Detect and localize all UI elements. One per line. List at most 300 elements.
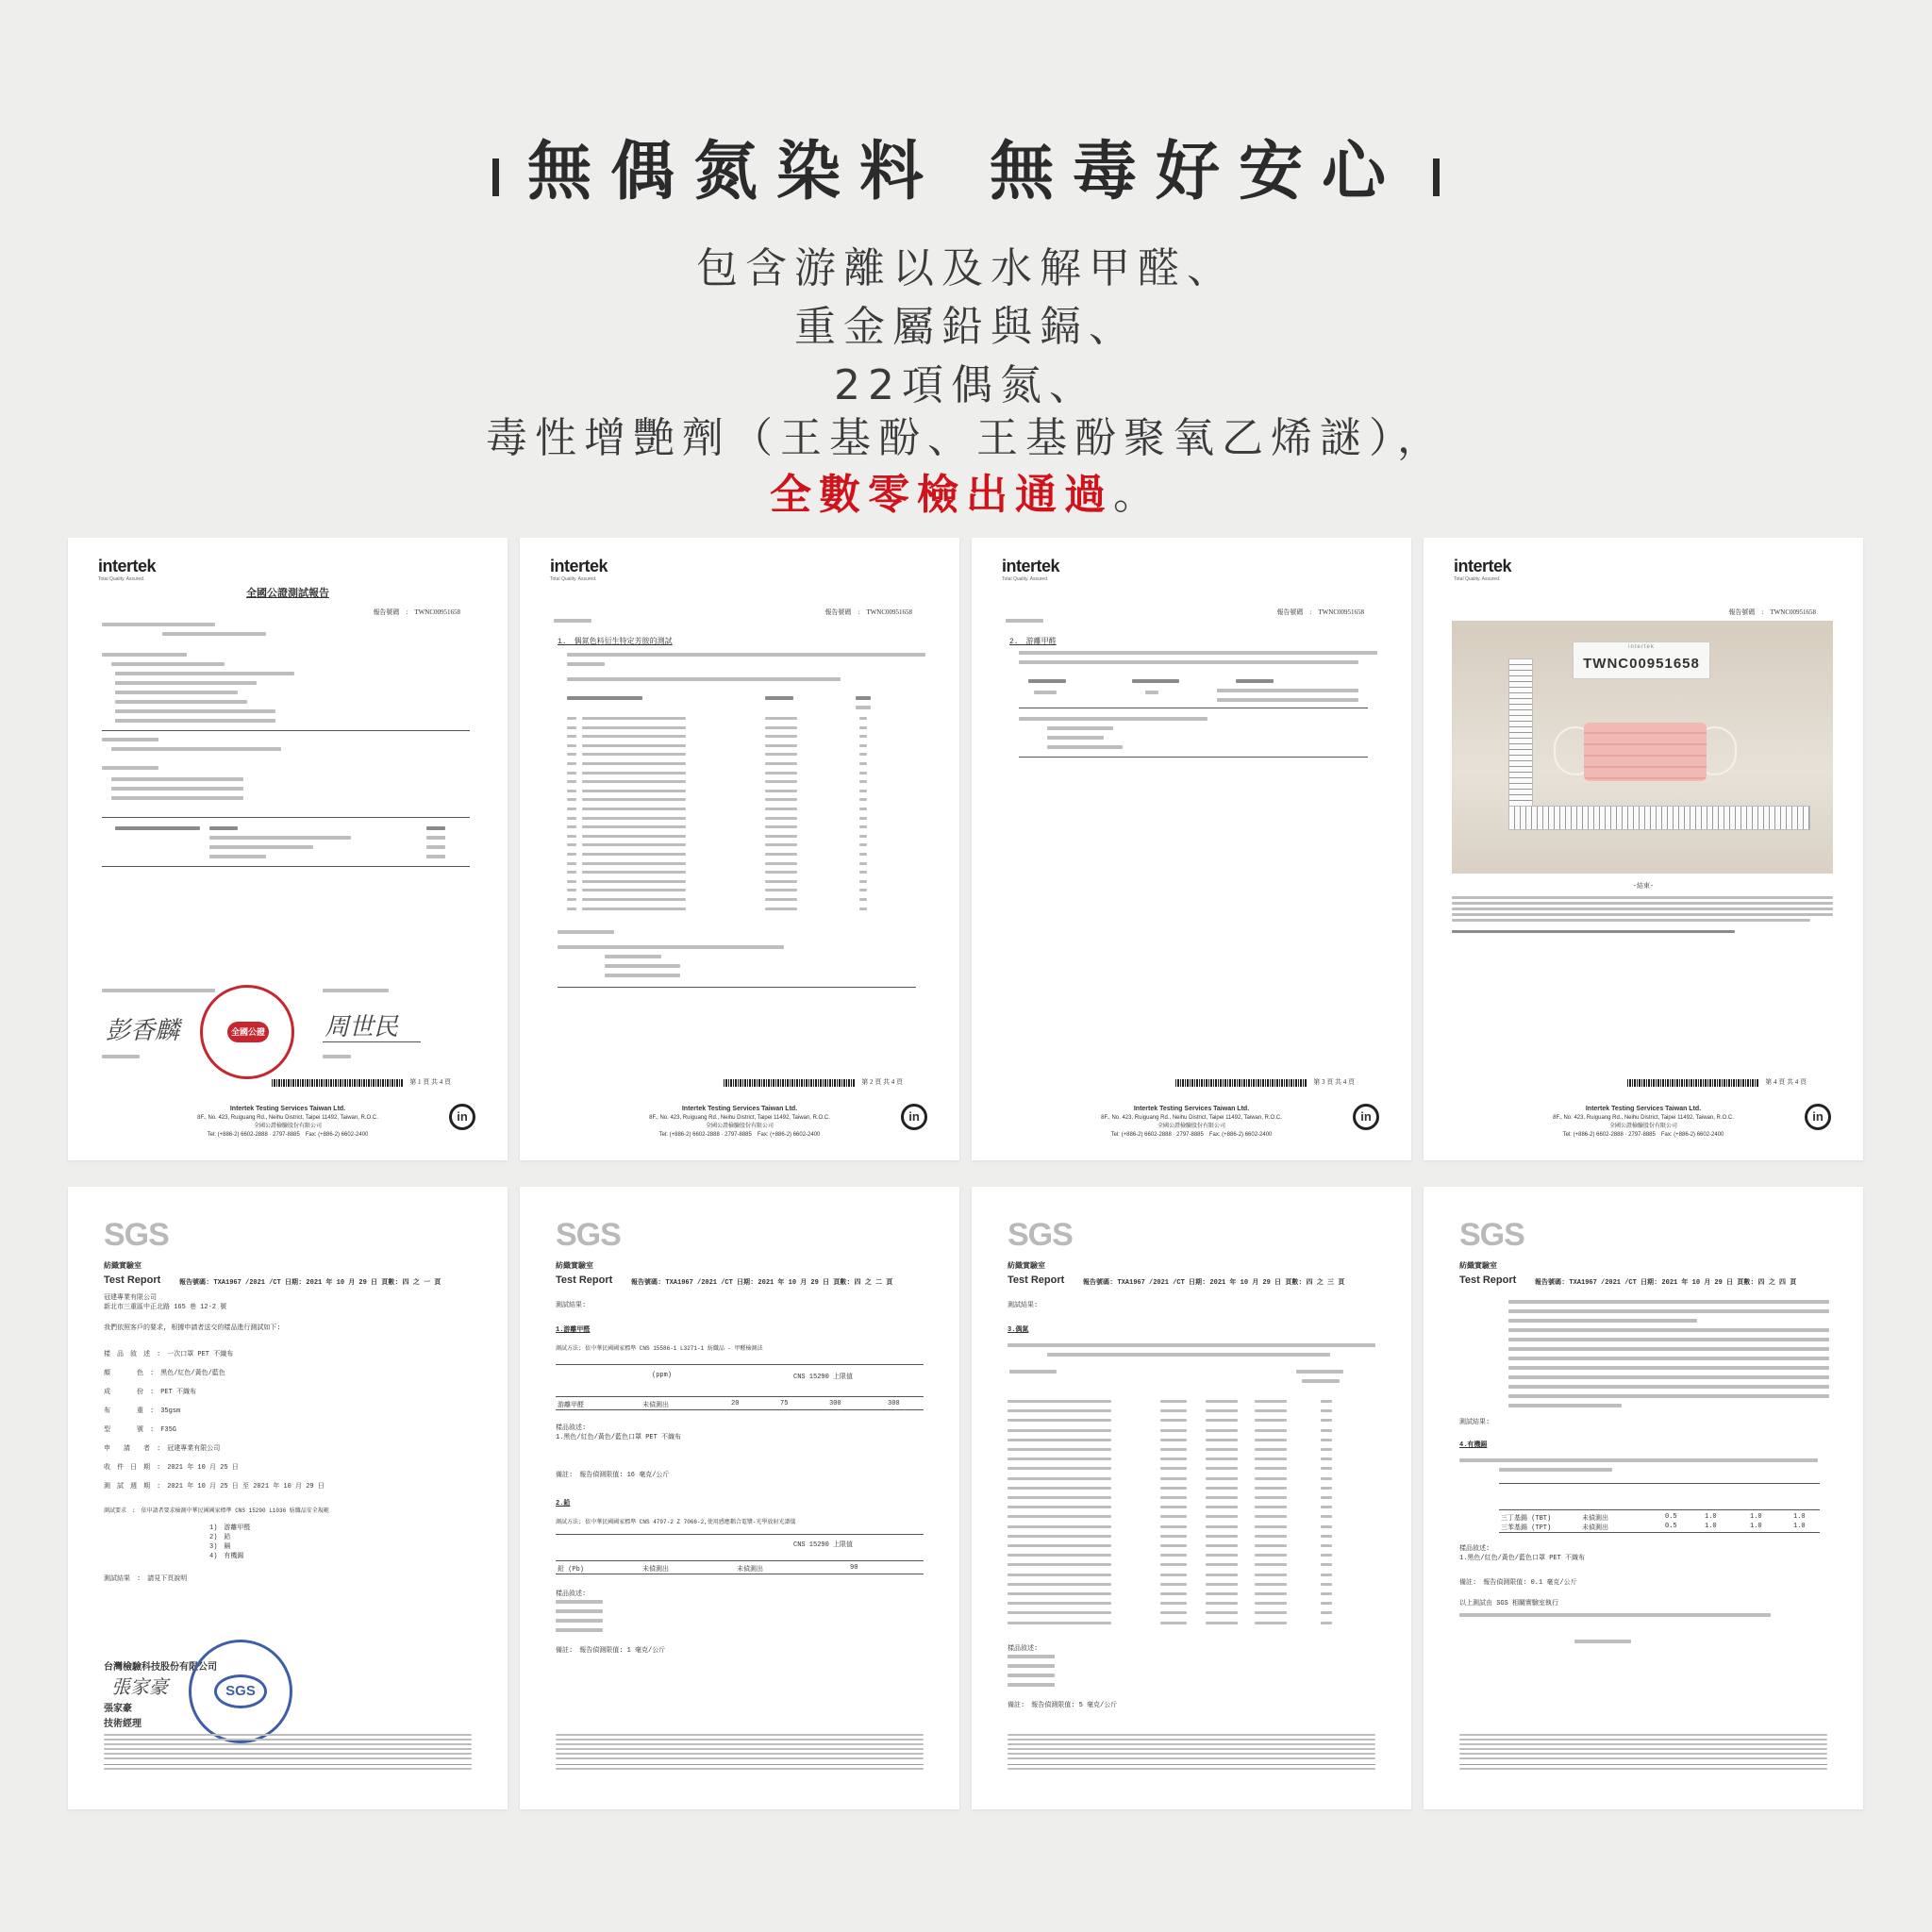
table-row-line: [765, 871, 797, 874]
table-row-line: [582, 908, 686, 910]
table-row-line: [1206, 1477, 1238, 1480]
table-row-line: [859, 908, 867, 910]
section-heading: 2. 游離甲醛: [1009, 638, 1057, 646]
sgs-logo: SGS: [1008, 1217, 1073, 1253]
intertek-page-1: [68, 538, 508, 1160]
table-row-line: [1008, 1554, 1111, 1557]
table-row-line: [567, 780, 576, 783]
table-row-line: [1160, 1544, 1187, 1547]
table-row-line: [567, 817, 576, 820]
table-row-line: [765, 889, 797, 891]
section-azo: 3.偶氮: [1008, 1326, 1029, 1334]
table-row-line: [567, 808, 576, 810]
barcode: [724, 1079, 856, 1087]
intertek-page-2: [520, 538, 959, 1160]
page-number: 第 2 頁 共 4 頁: [861, 1078, 903, 1086]
table-row-line: [1321, 1602, 1332, 1605]
table-row-line: [1255, 1400, 1287, 1403]
table-row-line: [1008, 1544, 1111, 1547]
table-row-line: [1008, 1487, 1111, 1490]
table-row-line: [1008, 1448, 1111, 1451]
table-row-line: [1008, 1622, 1111, 1624]
table-row-line: [582, 835, 686, 838]
section-organotin: 4.有機錫: [1459, 1441, 1488, 1449]
report-number: 報告號碼 : TWNC00951658: [1728, 608, 1816, 616]
page-number: 第 1 頁 共 4 頁: [409, 1078, 451, 1086]
table-row-line: [1321, 1477, 1332, 1480]
table-row-line: [1206, 1467, 1238, 1470]
table-row-line: [1321, 1544, 1332, 1547]
table-row-line: [1255, 1602, 1287, 1605]
req-item: 4) 有機錫: [209, 1553, 244, 1560]
note: 備註: 報告偵測限值: 0.1 毫克/公斤: [1459, 1579, 1577, 1587]
table-row-line: [859, 871, 867, 874]
intro-text: 我們依照客戶的要求, 根據申請者送交的樣品進行測試如下:: [104, 1324, 281, 1332]
page-number: 第 4 頁 共 4 頁: [1765, 1078, 1807, 1086]
test-requirement: 測試要求 : 依申請者要求檢測中華民國國家標準 CNS 15290 L1036 紡織品安全規範: [104, 1507, 329, 1514]
table-row-line: [1255, 1622, 1287, 1624]
table-row-line: [765, 744, 797, 747]
table-row-line: [765, 825, 797, 828]
results-label: 測試結果:: [556, 1302, 587, 1309]
table-row-line: [582, 808, 686, 810]
table-row-line: [1160, 1457, 1187, 1460]
sample-row: 收 件 日 期 : 2021 年 10 月 25 日: [104, 1464, 239, 1472]
table-row-line: [859, 843, 867, 846]
table-row-line: [582, 853, 686, 856]
pink-mask: [1584, 723, 1707, 781]
table-row-line: [1321, 1429, 1332, 1432]
table-row-line: [567, 862, 576, 865]
closing-text: 以上測試由 SGS 相關實驗室執行: [1459, 1600, 1559, 1607]
table-row-line: [567, 871, 576, 874]
table-row-line: [765, 798, 797, 801]
table-row-line: [1206, 1535, 1238, 1538]
table-row-line: [1255, 1477, 1287, 1480]
table-row-line: [1206, 1448, 1238, 1451]
table-row-line: [859, 835, 867, 838]
result-value: 未偵測出: [642, 1566, 669, 1574]
req-item: 2) 鉛: [209, 1534, 231, 1541]
table-row-line: [1255, 1439, 1287, 1441]
table-row-line: [582, 880, 686, 883]
table-row-line: [582, 862, 686, 865]
signature: 張家豪: [111, 1675, 168, 1698]
table-row-line: [1206, 1592, 1238, 1595]
table-row-line: [1160, 1611, 1187, 1614]
analyte: 鉛 (Pb): [558, 1566, 585, 1574]
table-row-line: [1160, 1439, 1187, 1441]
sgs-logo: SGS: [556, 1217, 621, 1253]
table-row-line: [765, 717, 797, 720]
intertek-circle-logo: in: [1353, 1104, 1379, 1130]
table-row-line: [859, 780, 867, 783]
table-row-line: [859, 726, 867, 729]
table-row-line: [765, 898, 797, 901]
sample-photo: [1452, 621, 1833, 874]
table-row-line: [1321, 1439, 1332, 1441]
table-row-line: [765, 772, 797, 774]
table-row-line: [1160, 1592, 1187, 1595]
analyte: 三丁基錫 (TBT): [1501, 1515, 1552, 1523]
table-row-line: [1255, 1544, 1287, 1547]
table-row-line: [1321, 1487, 1332, 1490]
table-row-line: [1008, 1419, 1111, 1422]
table-row-line: [1160, 1622, 1187, 1624]
result-value: 未偵測出: [1582, 1524, 1608, 1532]
table-row-line: [1255, 1467, 1287, 1470]
table-row-line: [1206, 1400, 1238, 1403]
table-row-line: [582, 780, 686, 783]
table-row-line: [1160, 1429, 1187, 1432]
table-row-line: [1160, 1419, 1187, 1422]
table-row-line: [582, 717, 686, 720]
highlight-text: 全數零檢出通過: [770, 471, 1113, 519]
table-row-line: [1255, 1515, 1287, 1518]
table-row-line: [1008, 1477, 1111, 1480]
table-row-line: [1255, 1563, 1287, 1566]
table-row-line: [582, 843, 686, 846]
page-footer: Intertek Testing Services Taiwan Ltd. 8F., No. 423, Ruiguang Rd., Neihu District, Taipei 11492, Taiwan, R.O.C. 全國公證檢驗股份有限公司 Tel: (+886-2) 6602-2888 · 2797-8885 Fax: (+886-2) 6602-2400: [197, 1106, 378, 1138]
table-row-line: [1206, 1574, 1238, 1576]
client-name: 冠建專業有限公司: [104, 1294, 157, 1302]
sample-value: 1.黑色/紅色/黃色/藍色口罩 PET 不織布: [556, 1434, 682, 1441]
subline-1: 包含游離以及水解甲醛、: [696, 244, 1236, 292]
table-row-line: [1160, 1602, 1187, 1605]
table-row-line: [765, 835, 797, 838]
table-row-line: [1321, 1448, 1332, 1451]
note: 備註: 報告偵測限值: 5 毫克/公斤: [1008, 1702, 1118, 1709]
lab-name: 紡織實驗室: [1459, 1261, 1497, 1270]
table-row-line: [859, 862, 867, 865]
table-row-line: [1008, 1409, 1111, 1412]
table-row-line: [765, 808, 797, 810]
table-row-line: [859, 808, 867, 810]
table-row-line: [1206, 1563, 1238, 1566]
table-row-line: [582, 735, 686, 738]
table-row-line: [1255, 1574, 1287, 1576]
table-row-line: [859, 825, 867, 828]
table-row-line: [859, 898, 867, 901]
unit-label: (ppm): [652, 1372, 673, 1379]
sample-row: 申 請 者 : 冠建專業有限公司: [104, 1445, 221, 1453]
analyte: 三苯基錫 (TPT): [1501, 1524, 1552, 1532]
table-row-line: [1206, 1439, 1238, 1441]
subline-3: 22項偶氮、: [834, 361, 1098, 409]
sample-row: 顏 色 : 黑色/紅色/黃色/藍色: [104, 1370, 225, 1377]
table-row-line: [582, 889, 686, 891]
table-row-line: [765, 790, 797, 792]
intertek-logo: intertek Total Quality. Assured.: [98, 557, 157, 582]
table-row-line: [567, 717, 576, 720]
table-row-line: [1321, 1563, 1332, 1566]
signature-left: 彭香麟: [106, 1017, 180, 1045]
sgs-logo: SGS: [104, 1217, 169, 1253]
table-row-line: [567, 753, 576, 756]
intertek-circle-logo: in: [901, 1104, 927, 1130]
sample-row: 型 號 : F35G: [104, 1426, 177, 1434]
table-row-line: [1008, 1429, 1111, 1432]
table-row-line: [1321, 1400, 1332, 1403]
table-row-line: [1160, 1448, 1187, 1451]
sample-row: 成 份 : PET 不織布: [104, 1389, 197, 1396]
table-row-line: [567, 790, 576, 792]
table-row-line: [567, 762, 576, 765]
report-number: 報告號碼 : TWNC00951658: [824, 608, 912, 616]
table-row-line: [1008, 1400, 1111, 1403]
table-row-line: [765, 817, 797, 820]
table-row-line: [567, 772, 576, 774]
end-mark: -結束-: [1632, 883, 1655, 891]
table-row-line: [567, 843, 576, 846]
table-row-line: [1008, 1439, 1111, 1441]
table-row-line: [1255, 1554, 1287, 1557]
table-row-line: [1160, 1496, 1187, 1499]
test-report-label: Test Report: [1459, 1274, 1517, 1286]
headline-bar-left: [492, 158, 499, 196]
ruler-horizontal: [1508, 806, 1810, 830]
table-row-line: [1321, 1535, 1332, 1538]
table-row-line: [1008, 1574, 1111, 1576]
table-row-line: [859, 790, 867, 792]
table-row-line: [765, 780, 797, 783]
page-number: 第 3 頁 共 4 頁: [1313, 1078, 1355, 1086]
headline-bar-right: [1433, 158, 1440, 196]
section-heading: 1. 偶氮色料衍生特定芳胺的測試: [558, 638, 673, 646]
table-row-line: [1321, 1554, 1332, 1557]
table-row-line: [582, 744, 686, 747]
table-row-line: [1255, 1592, 1287, 1595]
sample-label: 樣品敘述:: [1008, 1645, 1039, 1653]
table-row-line: [859, 853, 867, 856]
table-row-line: [1206, 1419, 1238, 1422]
report-number: 報告號碼: TXA1967 /2021 /CT 日期: 2021 年 10 月 29 日 頁數: 四 之 二 頁: [631, 1279, 893, 1287]
table-row-line: [1206, 1429, 1238, 1432]
table-row-line: [1206, 1525, 1238, 1528]
table-row-line: [1160, 1400, 1187, 1403]
method-text: 測試方法: 依中華民國國家標準 CNS 4797-2 Z 7066-2,使用感應耦合電漿-光學放射光譜儀: [556, 1519, 796, 1525]
table-row-line: [567, 798, 576, 801]
table-row-line: [1321, 1457, 1332, 1460]
sgs-seal: SGS: [189, 1640, 292, 1743]
table-row-line: [1206, 1506, 1238, 1508]
sgs-page-4: SGS 紡織實驗室 Test Report 報告號碼: TXA1967 /2021 /CT 日期: 2021 年 10 月 29 日 頁數: 四 之 四 頁 測試結果: 4.有機錫 三丁基錫 (TBT) 未偵測出 三苯基錫 (TPT) 未偵測出 0.5 1.0 1.0 1.0 0.5 1.0 1.0 1.0 樣品敘述: 1.黑色/紅色/黃色/藍色口罩 PET 不織布 備註: 報告偵測限值: 0.1 毫克/公斤 以上測試由 SGS 相關實驗室執行: [1424, 1187, 1863, 1809]
intertek-page-4: [1424, 538, 1863, 1160]
sample-label: 樣品敘述:: [1459, 1545, 1491, 1553]
results-label: 測試結果:: [1459, 1419, 1491, 1426]
table-row-line: [582, 898, 686, 901]
report-number: 報告號碼: TXA1967 /2021 /CT 日期: 2021 年 10 月 29 日 頁數: 四 之 一 頁: [179, 1279, 441, 1287]
table-row-line: [765, 908, 797, 910]
table-row-line: [1206, 1602, 1238, 1605]
table-row-line: [582, 825, 686, 828]
table-row-line: [765, 880, 797, 883]
table-row-line: [859, 798, 867, 801]
analyte: 游離甲醛: [558, 1402, 584, 1409]
report-title: 全國公證測試報告: [246, 588, 329, 599]
table-row-line: [1206, 1496, 1238, 1499]
results-label: 測試結果:: [1008, 1302, 1039, 1309]
table-row-line: [582, 817, 686, 820]
intertek-logo: intertek Total Quality. Assured.: [1454, 557, 1512, 582]
table-row-line: [1255, 1583, 1287, 1586]
table-row-line: [1160, 1583, 1187, 1586]
table-row-line: [567, 908, 576, 910]
req-item: 3) 鎘: [209, 1543, 231, 1551]
test-result: 測試結果 : 請見下頁說明: [104, 1575, 188, 1583]
table-row-line: [567, 825, 576, 828]
table-row-line: [1008, 1496, 1111, 1499]
section-lead: 2.鉛: [556, 1500, 571, 1507]
table-row-line: [567, 853, 576, 856]
table-row-line: [1008, 1592, 1111, 1595]
table-row-line: [1160, 1477, 1187, 1480]
sample-label: 樣品敘述:: [556, 1591, 587, 1598]
sgs-logo: SGS: [1459, 1217, 1524, 1253]
table-row-line: [1255, 1448, 1287, 1451]
table-row-line: [1321, 1409, 1332, 1412]
table-row-line: [1255, 1457, 1287, 1460]
table-row-line: [1206, 1611, 1238, 1614]
table-row-line: [567, 744, 576, 747]
table-row-line: [1160, 1535, 1187, 1538]
table-row-line: [1160, 1554, 1187, 1557]
table-row-line: [1206, 1544, 1238, 1547]
table-row-line: [1160, 1515, 1187, 1518]
table-row-line: [567, 889, 576, 891]
headline-left: 無偶氮染料: [526, 134, 942, 209]
table-row-line: [1206, 1554, 1238, 1557]
report-number: 報告號碼: TXA1967 /2021 /CT 日期: 2021 年 10 月 29 日 頁數: 四 之 三 頁: [1083, 1279, 1345, 1287]
table-row-line: [1321, 1583, 1332, 1586]
headline: [0, 121, 1932, 212]
intertek-logo: intertek Total Quality. Assured.: [1002, 557, 1060, 582]
test-report-label: Test Report: [556, 1274, 613, 1286]
table-row-line: [582, 753, 686, 756]
table-row-line: [1008, 1457, 1111, 1460]
report-number: 報告號碼 : TWNC00951658: [373, 608, 460, 616]
req-item: 1) 游離甲醛: [209, 1524, 251, 1532]
signer-name: 張家豪: [104, 1705, 132, 1715]
table-row-line: [582, 762, 686, 765]
table-row-line: [1321, 1419, 1332, 1422]
table-row-line: [1321, 1592, 1332, 1595]
table-row-line: [567, 898, 576, 901]
table-row-line: [1206, 1487, 1238, 1490]
table-row-line: [1008, 1563, 1111, 1566]
table-row-line: [859, 735, 867, 738]
table-row-line: [1321, 1496, 1332, 1499]
highlight-end: 。: [1113, 471, 1162, 519]
barcode: [1627, 1079, 1759, 1087]
table-row-line: [567, 835, 576, 838]
table-row-line: [765, 753, 797, 756]
client-address: 新北市三重區中正北路 165 巷 12-2 號: [104, 1304, 227, 1311]
table-row-line: [1008, 1506, 1111, 1508]
table-row-line: [1255, 1525, 1287, 1528]
result-value: 未偵測出: [737, 1566, 763, 1574]
page-footer: Intertek Testing Services Taiwan Ltd. 8F., No. 423, Ruiguang Rd., Neihu District, Taipei 11492, Taiwan, R.O.C. 全國公證檢驗股份有限公司 Tel: (+886-2) 6602-2888 · 2797-8885 Fax: (+886-2) 6602-2400: [649, 1106, 830, 1138]
table-row-line: [1160, 1467, 1187, 1470]
page-footer: Intertek Testing Services Taiwan Ltd. 8F., No. 423, Ruiguang Rd., Neihu District, Taipei 11492, Taiwan, R.O.C. 全國公證檢驗股份有限公司 Tel: (+886-2) 6602-2888 · 2797-8885 Fax: (+886-2) 6602-2400: [1101, 1106, 1282, 1138]
lab-name: 紡織實驗室: [104, 1261, 142, 1270]
table-row-line: [1160, 1574, 1187, 1576]
table-row-line: [1160, 1525, 1187, 1528]
table-row-line: [1206, 1583, 1238, 1586]
table-row-line: [1206, 1515, 1238, 1518]
report-number: 報告號碼: TXA1967 /2021 /CT 日期: 2021 年 10 月 29 日 頁數: 四 之 四 頁: [1535, 1279, 1797, 1287]
table-row-line: [1160, 1409, 1187, 1412]
intertek-logo: intertek Total Quality. Assured.: [550, 557, 608, 582]
lab-name: 紡織實驗室: [556, 1261, 593, 1270]
signer-title: 技術經理: [104, 1720, 142, 1730]
test-report-label: Test Report: [1008, 1274, 1065, 1286]
method-text: 測試方法: 依中華民國國家標準 CNS 15586-1 L3271-1 紡織品 - 甲醛檢測法: [556, 1345, 763, 1352]
table-row-line: [1206, 1457, 1238, 1460]
result-value: 未偵測出: [642, 1402, 669, 1409]
company-name: 台灣檢驗科技股份有限公司: [104, 1663, 217, 1674]
barcode: [1175, 1079, 1307, 1087]
table-row-line: [1008, 1535, 1111, 1538]
table-row-line: [1160, 1563, 1187, 1566]
headline-right: 無毒好安心: [990, 134, 1406, 209]
table-row-line: [859, 817, 867, 820]
table-row-line: [1008, 1467, 1111, 1470]
report-number: 報告號碼 : TWNC00951658: [1276, 608, 1364, 616]
sample-label: 樣品敘述:: [556, 1424, 587, 1432]
section-formaldehyde: 1.游離甲醛: [556, 1326, 591, 1334]
table-row-line: [859, 753, 867, 756]
table-row-line: [1321, 1515, 1332, 1518]
table-row-line: [1008, 1583, 1111, 1586]
table-row-line: [1321, 1506, 1332, 1508]
table-row-line: [1255, 1611, 1287, 1614]
test-report-label: Test Report: [104, 1274, 161, 1286]
table-row-line: [1321, 1622, 1332, 1624]
table-row-line: [765, 735, 797, 738]
limit-label: CNS 15290 上限值: [793, 1541, 854, 1549]
table-row-line: [582, 871, 686, 874]
table-row-line: [567, 880, 576, 883]
table-row-line: [1008, 1602, 1111, 1605]
table-row-line: [765, 843, 797, 846]
lab-name: 紡織實驗室: [1008, 1261, 1045, 1270]
highlight-line: [0, 460, 1932, 521]
company-seal: 全國公證: [200, 985, 294, 1079]
ruler-vertical: [1508, 658, 1533, 828]
table-row-line: [1255, 1409, 1287, 1412]
table-row-line: [1321, 1611, 1332, 1614]
table-row-line: [1008, 1525, 1111, 1528]
table-row-line: [1255, 1419, 1287, 1422]
table-row-line: [1160, 1487, 1187, 1490]
table-row-line: [1206, 1622, 1238, 1624]
sample-label: intertek TWNC00951658: [1573, 641, 1710, 679]
table-row-line: [1321, 1467, 1332, 1470]
subline-2: 重金屬鉛與鎘、: [794, 303, 1138, 351]
sgs-page-3: [972, 1187, 1411, 1809]
table-row-line: [1008, 1515, 1111, 1518]
limit-value: 90: [850, 1564, 858, 1572]
sample-row: 樣 品 敘 述 : 一次口罩 PET 不織布: [104, 1351, 234, 1358]
table-row-line: [1321, 1574, 1332, 1576]
table-row-line: [859, 717, 867, 720]
sgs-page-1: [68, 1187, 508, 1809]
sample-row: 布 重 : 35gsm: [104, 1407, 181, 1415]
table-row-line: [859, 889, 867, 891]
table-row-line: [859, 744, 867, 747]
sample-value: 1.黑色/紅色/黃色/藍色口罩 PET 不織布: [1459, 1555, 1586, 1562]
